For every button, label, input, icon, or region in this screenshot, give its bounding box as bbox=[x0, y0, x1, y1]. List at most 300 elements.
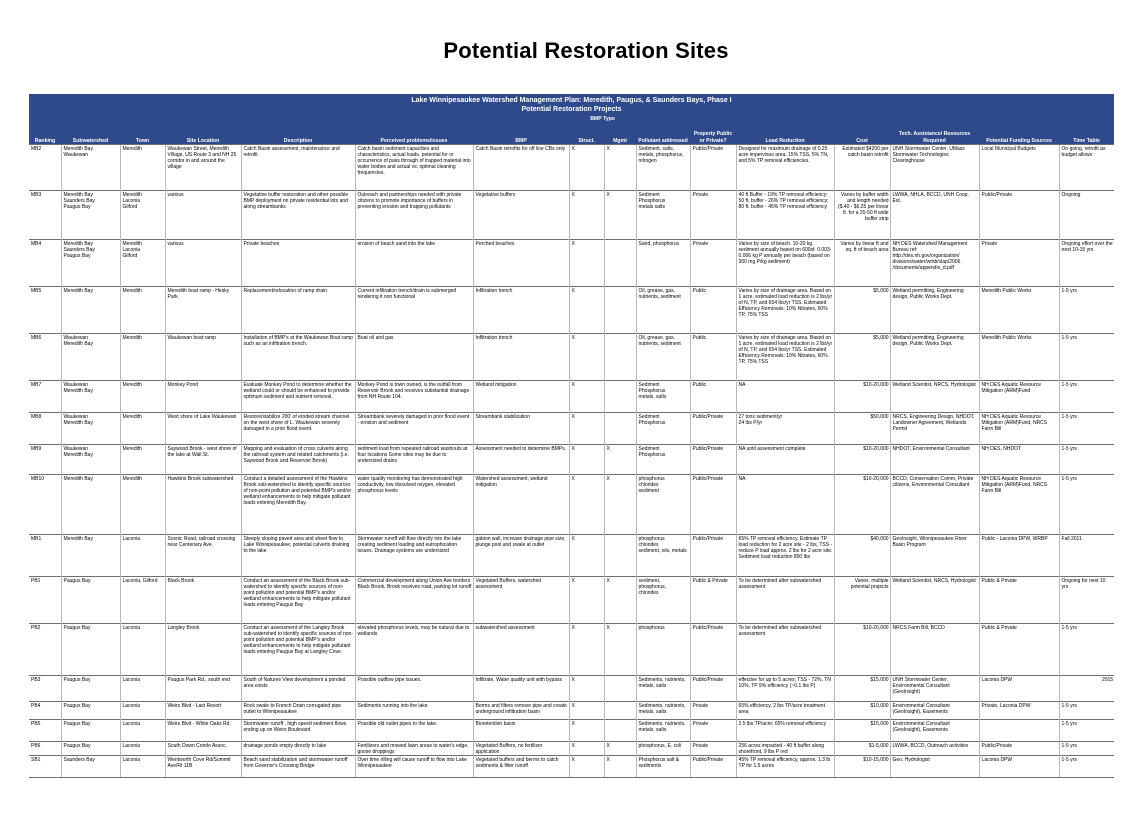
cell-struct: X bbox=[569, 624, 604, 676]
cell-town: Meredith bbox=[120, 475, 165, 535]
cell-load-reduction: 27 tons sediment/yr 24 lbs P/yr bbox=[736, 413, 834, 445]
cell-perceived-problems: erosion of beach sand into the lake bbox=[355, 240, 473, 287]
cell-bmp: Infiltration trench bbox=[473, 334, 569, 381]
cell-pollutant: phosphorus chlorides sediment bbox=[636, 475, 690, 535]
cell-cost: $50,000 bbox=[834, 413, 890, 445]
cell-perceived-problems: water quality monitoring has demonstrated high conductivity, low dissolved oxygen, elevated phosphorus levels bbox=[355, 475, 473, 535]
cell-subwatershed: Paugus Bay bbox=[61, 720, 120, 742]
cell-subwatershed: Saunders Bay bbox=[61, 756, 120, 778]
cell-cost: $15,000 bbox=[834, 720, 890, 742]
cell-description: Private beaches bbox=[241, 240, 355, 287]
cell-tech-assistance: Wetland permitting, Engineering design, Public Works Dept. bbox=[890, 334, 979, 381]
cell-subwatershed: Meredith Bay Saunders Bay Paugus Bay bbox=[61, 191, 120, 240]
cell-description: Stormwater runoff , high speed sediment flows ending up on Weirs Boulevard bbox=[241, 720, 355, 742]
cell-site-location: Scenic Road, railroad crossing near Centenary Ave. bbox=[165, 535, 241, 577]
bmp-type-group-header: BMP Type bbox=[569, 115, 636, 122]
cell-struct: X bbox=[569, 334, 604, 381]
cell-ranking: MB6 bbox=[29, 334, 61, 381]
cell-site-location: South Down Condo Assoc. bbox=[165, 742, 241, 756]
cell-town: Meredith Laconia Gilford bbox=[120, 191, 165, 240]
table-row bbox=[29, 535, 1114, 577]
cell-bmp: Vegetative buffers bbox=[473, 191, 569, 240]
cell-pollutant: Sediment Phosphorus metals, salts bbox=[636, 381, 690, 413]
table-body bbox=[29, 145, 1114, 778]
cell-perceived-problems: elevated phosphorus levels, may be natural due to wetlands bbox=[355, 624, 473, 676]
cell-ranking: PB2 bbox=[29, 624, 61, 676]
cell-tech-assistance: NRCS Farm Bill, BCCD bbox=[890, 624, 979, 676]
cell-cost: $40,000 bbox=[834, 535, 890, 577]
cell-pollutant: Sediment Phosphorus metals salts bbox=[636, 191, 690, 240]
column-header-tech-assistance: Tech. Assistance/ Resources Required bbox=[890, 122, 979, 145]
cell-subwatershed: Paugus Bay bbox=[61, 702, 120, 720]
table-banner bbox=[29, 94, 1114, 115]
column-header-struct: Struct. bbox=[569, 122, 604, 145]
table-row bbox=[29, 624, 1114, 676]
cell-time-table: 1-5 yrs bbox=[1059, 742, 1114, 756]
cell-funding: Public - Laconia DPW, WRBP bbox=[979, 535, 1059, 577]
cell-funding bbox=[979, 720, 1059, 742]
cell-struct: X bbox=[569, 445, 604, 475]
header-row bbox=[29, 122, 1114, 145]
cell-subwatershed: Waukewan Meredith Bay bbox=[61, 381, 120, 413]
cell-tech-assistance: Wetland Scientist, NRCS, Hydrologist bbox=[890, 577, 979, 624]
cell-load-reduction: 65% efficiency, 2 lbs TP/acre treatment area bbox=[736, 702, 834, 720]
cell-time-table: On going, retrofit as budget allows bbox=[1059, 145, 1114, 191]
cell-site-location: Black Brook bbox=[165, 577, 241, 624]
cell-property: Public/Private bbox=[690, 676, 736, 702]
cell-load-reduction: Varies by size of drainage area. Based on 1 acre, estimated load reduction is 2 lbs/yr of N, TP, and 654 lbs/yr TSS. Estimated Efficiency Removals: 10% Nitrates, 60% TP, 75% TSS bbox=[736, 334, 834, 381]
cell-mgmt: X bbox=[604, 191, 636, 240]
table-row bbox=[29, 334, 1114, 381]
cell-subwatershed: Meredith Bay Waukewan bbox=[61, 145, 120, 191]
table-row bbox=[29, 676, 1114, 702]
cell-pollutant: Sand, phosphorus bbox=[636, 240, 690, 287]
column-header-ranking: Ranking bbox=[29, 122, 61, 145]
cell-ranking: MB9 bbox=[29, 445, 61, 475]
cell-struct: X bbox=[569, 145, 604, 191]
cell-mgmt: X bbox=[604, 445, 636, 475]
cell-bmp: Vegetated Buffers, watershed assessment bbox=[473, 577, 569, 624]
header-row-group bbox=[29, 115, 1114, 122]
cell-struct: X bbox=[569, 720, 604, 742]
cell-description: Restore/stabilize 200' of eroded stream channel on the west shore of L. Waukewan severely damaged in a prior flood event. bbox=[241, 413, 355, 445]
cell-struct: X bbox=[569, 240, 604, 287]
cell-bmp: Vegetated Buffers, no fertilizer application bbox=[473, 742, 569, 756]
cell-cost: Varies by buffer width and length needed ($.40 - $6.25 per linear ft. for a 20-50 ft wide buffer strip bbox=[834, 191, 890, 240]
cell-site-location: Wentworth Cove Rd/Summit Ave/Rt 11B bbox=[165, 756, 241, 778]
cell-description: Installation of BMP's at the Waukewan Boat ramp such as an infiltration trench. bbox=[241, 334, 355, 381]
cell-site-location: Waukewan boat ramp bbox=[165, 334, 241, 381]
cell-funding: Private, Laconia DPW bbox=[979, 702, 1059, 720]
cell-load-reduction: 65% TP removal efficiency. Estimate TP load reduction for 2 acre site - 2 lbs, TSS - reduce P load approx. 2 lbs for 2 acre site. Sediment load reduction 800 lbs bbox=[736, 535, 834, 577]
cell-description: Mapping and evaluation of cross culverts along the railroad system and related catchments (i.e. Saywood Brook and Reservoir Brook) bbox=[241, 445, 355, 475]
cell-tech-assistance: Wetland Scientist, NRCS, Hydrologist bbox=[890, 381, 979, 413]
cell-town: Meredith Laconia Gilford bbox=[120, 240, 165, 287]
table-row bbox=[29, 577, 1114, 624]
cell-tech-assistance: UNH Stormwater Center, Environmental Consultant (GeoInsight) bbox=[890, 676, 979, 702]
cell-funding: Public & Private bbox=[979, 577, 1059, 624]
cell-load-reduction: Varies by size of beach. 10-20 kg sediment annually based on 600sf. 0.003-0.006 kg P annually per beach (based on 300 mg P/kg sediment) bbox=[736, 240, 834, 287]
cell-perceived-problems: Possible old outlet pipes to the lake. bbox=[355, 720, 473, 742]
cell-mgmt bbox=[604, 240, 636, 287]
cell-pollutant: Phosphorus salt & sediments bbox=[636, 756, 690, 778]
cell-site-location: Saywood Brook - west shore of the lake at Wall St. bbox=[165, 445, 241, 475]
cell-cost: Varies by linear ft and sq. ft of beach area bbox=[834, 240, 890, 287]
cell-town: Meredith bbox=[120, 145, 165, 191]
cell-mgmt bbox=[604, 381, 636, 413]
cell-time-table: 1-5 yrs bbox=[1059, 720, 1114, 742]
cell-funding: NH DES, NHDOT bbox=[979, 445, 1059, 475]
cell-property: Public/Private bbox=[690, 535, 736, 577]
cell-property: Public/Private bbox=[690, 475, 736, 535]
cell-funding: Meredith Public Works bbox=[979, 287, 1059, 334]
cell-time-table: Ongoing for next 10 yrs bbox=[1059, 577, 1114, 624]
cell-town: Meredith bbox=[120, 334, 165, 381]
cell-mgmt bbox=[604, 334, 636, 381]
cell-site-location: Waukewan Street, Meredith Village, US Route 3 and NH 25 corridor in and around the village bbox=[165, 145, 241, 191]
cell-property: Public & Private bbox=[690, 577, 736, 624]
table-row bbox=[29, 756, 1114, 778]
cell-pollutant: Sediments, nutrients, metals, salts bbox=[636, 676, 690, 702]
cell-site-location: Monkey Pond bbox=[165, 381, 241, 413]
cell-subwatershed: Waukewan Meredith Bay bbox=[61, 445, 120, 475]
cell-time-table: 1-5 yrs bbox=[1059, 287, 1114, 334]
cell-bmp: Catch Basin retrofits for off line CBs only bbox=[473, 145, 569, 191]
column-header-pollutant: Pollutant addressed bbox=[636, 122, 690, 145]
cell-load-reduction: NA bbox=[736, 475, 834, 535]
cell-property: Public bbox=[690, 381, 736, 413]
cell-tech-assistance: Environmental Consultant (GeoInsight), Easements bbox=[890, 702, 979, 720]
cell-cost: $1-5,000 bbox=[834, 742, 890, 756]
cell-load-reduction: 256 acres impacted - 40 ft buffer along shorefront, 9 lbs P red bbox=[736, 742, 834, 756]
cell-time-table: 1-5 yrs bbox=[1059, 445, 1114, 475]
column-header-funding: Potential Funding Sources bbox=[979, 122, 1059, 145]
table-row bbox=[29, 381, 1114, 413]
cell-description: Catch Basin assessment, maintenance and retrofit. bbox=[241, 145, 355, 191]
table-row bbox=[29, 445, 1114, 475]
column-header-site-location: Site Location bbox=[165, 122, 241, 145]
cell-perceived-problems: Sediments running into the lake bbox=[355, 702, 473, 720]
cell-town: Meredith bbox=[120, 413, 165, 445]
cell-struct: X bbox=[569, 702, 604, 720]
cell-tech-assistance: NRCS, Engineering Design, NHDOT, Landowner Agreement, Wetlands Permit bbox=[890, 413, 979, 445]
cell-property: Public/Private bbox=[690, 624, 736, 676]
cell-cost: $5,000 bbox=[834, 287, 890, 334]
column-header-cost: Cost bbox=[834, 122, 890, 145]
cell-mgmt bbox=[604, 535, 636, 577]
cell-description: Steeply sloping paved area and sheet flow to Lake Winnipesaukee; potential culverts draining to the lake bbox=[241, 535, 355, 577]
cell-property: Private bbox=[690, 191, 736, 240]
cell-time-table: 1-5 yrs bbox=[1059, 624, 1114, 676]
cell-pollutant: Oil, grease, gas, nutrients, sediment bbox=[636, 287, 690, 334]
cell-ranking: PB4 bbox=[29, 702, 61, 720]
cell-funding: Public/Private bbox=[979, 742, 1059, 756]
cell-time-table: Ongoing effort over the next 10-15 yrs bbox=[1059, 240, 1114, 287]
cell-ranking: PB6 bbox=[29, 742, 61, 756]
cell-perceived-problems: Fertilizers and mowed lawn areas to water's edge, goose droppings bbox=[355, 742, 473, 756]
cell-pollutant: phosphorus, E. coli bbox=[636, 742, 690, 756]
cell-time-table: 1-5 yrs bbox=[1059, 334, 1114, 381]
cell-site-location: Paugus Park Rd., south end bbox=[165, 676, 241, 702]
cell-funding: Laconia DPW bbox=[979, 676, 1059, 702]
cell-struct: X bbox=[569, 475, 604, 535]
cell-site-location: Weirs Blvd - Last Resort bbox=[165, 702, 241, 720]
cell-cost: $5,000 bbox=[834, 334, 890, 381]
cell-subwatershed: Waukewan Meredith Bay bbox=[61, 334, 120, 381]
cell-cost: $10-20,000 bbox=[834, 475, 890, 535]
cell-struct: X bbox=[569, 756, 604, 778]
cell-tech-assistance: NHDOT, Environmental Consultant bbox=[890, 445, 979, 475]
cell-struct: X bbox=[569, 381, 604, 413]
cell-funding: NH DES Aquatic Resource Mitigation (ARM)Fund, NRCS Farm Bill bbox=[979, 413, 1059, 445]
cell-property: Public/Private bbox=[690, 413, 736, 445]
cell-load-reduction: To be determined after subwatershed assessment bbox=[736, 624, 834, 676]
cell-description: Vegetative buffer restoration and other possible BMP deployment on private residential lots and along streambanks bbox=[241, 191, 355, 240]
cell-description: Conduct an assessment of the Black Brook sub-watershed to identify specific sources of non-point pollution and potential BMP's and/or wetland enhancements to help mitigate pollutant loads entering Paugus Bay bbox=[241, 577, 355, 624]
cell-mgmt bbox=[604, 287, 636, 334]
cell-mgmt: X bbox=[604, 577, 636, 624]
cell-bmp: Vegetated buffers and berms to catch sediments & filter runoff bbox=[473, 756, 569, 778]
cell-site-location: Meredith boat ramp - Hesky Park bbox=[165, 287, 241, 334]
cell-funding: Local Municipal Budgets bbox=[979, 145, 1059, 191]
cell-pollutant: Sediments, nutrients, metals, salts bbox=[636, 720, 690, 742]
cell-ranking: PB5 bbox=[29, 720, 61, 742]
cell-funding: Meredith Public Works bbox=[979, 334, 1059, 381]
cell-bmp: Perched beaches bbox=[473, 240, 569, 287]
cell-pollutant: sediment, phosphorus, chlorides bbox=[636, 577, 690, 624]
cell-description: Conduct an assessment of the Langley Brook sub-watershed to identify specific sources of non-point pollution and potential BMP's and/or wetland enhancements to help mitigate pollutant loads entering Paugus Bay at Langley Cove. bbox=[241, 624, 355, 676]
cell-property: Public/Private bbox=[690, 445, 736, 475]
cell-description: South of Natures View development a ponded area exists bbox=[241, 676, 355, 702]
cell-town: Laconia bbox=[120, 702, 165, 720]
restoration-projects-table bbox=[29, 115, 1114, 778]
cell-subwatershed: Meredith Bay Saunders Bay Paugus Bay bbox=[61, 240, 120, 287]
cell-pollutant: Sediment Phosphorus bbox=[636, 445, 690, 475]
cell-time-table: 1-5 yrs bbox=[1059, 413, 1114, 445]
cell-property: Private bbox=[690, 720, 736, 742]
cell-description: Conduct a detailed assessment of the Hawkins Brook sub-watershed to identify specific sources of non-point pollution and potential BMP's and/or wetland enhancements to help mitigate pollutant loads entering Meredith Bay. bbox=[241, 475, 355, 535]
cell-time-table: 1-5 yrs bbox=[1059, 475, 1114, 535]
cell-struct: X bbox=[569, 676, 604, 702]
cell-subwatershed: Waukewan Meredith Bay bbox=[61, 413, 120, 445]
cell-time-table: Ongoing bbox=[1059, 191, 1114, 240]
cell-bmp: Watershed assessment, wetland mitigation bbox=[473, 475, 569, 535]
cell-time-table: Fall 2011 bbox=[1059, 535, 1114, 577]
cell-description: Replacement/relocation of ramp drain bbox=[241, 287, 355, 334]
cell-property: Public bbox=[690, 287, 736, 334]
cell-tech-assistance: Environmental Consultant (GeoInsight), Easements bbox=[890, 720, 979, 742]
cell-perceived-problems: sediment load from repeated railroad washouts at four locations Some sites may be due to undersized drains bbox=[355, 445, 473, 475]
column-header-property: Property Public or Private? bbox=[690, 122, 736, 145]
column-header-town: Town bbox=[120, 122, 165, 145]
cell-tech-assistance: Wetland permitting, Engineering design, Public Works Dept. bbox=[890, 287, 979, 334]
cell-load-reduction: 40 ft Buffer - 19% TP removal efficiency; 50 ft. buffer - 26% TP removal efficiency; 80 ft. buffer - 45% TP removal efficiency bbox=[736, 191, 834, 240]
cell-mgmt bbox=[604, 720, 636, 742]
cell-load-reduction: NA bbox=[736, 381, 834, 413]
cell-ranking: MB8 bbox=[29, 413, 61, 445]
cell-pollutant: Sediment, salts, metals, phosphorus, nitrogen bbox=[636, 145, 690, 191]
cell-cost: Varies, multiple potential projects bbox=[834, 577, 890, 624]
cell-cost: $15,000 bbox=[834, 676, 890, 702]
cell-time-table: 1-5 yrs bbox=[1059, 756, 1114, 778]
banner-plan-title: Lake Winnipesaukee Watershed Management Plan: Meredith, Paugus, & Saunders Bays, Phase I bbox=[411, 97, 732, 104]
table-row bbox=[29, 702, 1114, 720]
cell-property: Public bbox=[690, 334, 736, 381]
cell-time-table: 2015 bbox=[1059, 676, 1114, 702]
table-row bbox=[29, 742, 1114, 756]
cell-pollutant: Sediments, nutrients, metals, salts bbox=[636, 702, 690, 720]
cell-property: Private bbox=[690, 742, 736, 756]
cell-mgmt bbox=[604, 676, 636, 702]
cell-subwatershed: Meredith Bay bbox=[61, 535, 120, 577]
cell-tech-assistance: LWWA, BCCD, Outreach activities bbox=[890, 742, 979, 756]
cell-cost: $10-20,000 bbox=[834, 445, 890, 475]
table-row bbox=[29, 191, 1114, 240]
cell-perceived-problems: Over time rilling will cause runoff to flow into Lake Winnipesaukee bbox=[355, 756, 473, 778]
cell-load-reduction: Varies by size of drainage area. Based on 1 acre, estimated load reduction is 2 lbs/yr of N, TP, and 654 lbs/yr TSS. Estimated Efficiency Removals: 10% Nitrates, 60% TP, 75% TSS bbox=[736, 287, 834, 334]
cell-perceived-problems: Commercial development along Union Ave borders Black Brook. Brook receives road, parking lot runoff bbox=[355, 577, 473, 624]
cell-subwatershed: Paugus Bay bbox=[61, 577, 120, 624]
cell-load-reduction: 45% TP removal efficiency, approx. 1.3 lb TP for 1.5 acres bbox=[736, 756, 834, 778]
cell-struct: X bbox=[569, 287, 604, 334]
cell-town: Laconia bbox=[120, 756, 165, 778]
cell-bmp: Streambank stabilization bbox=[473, 413, 569, 445]
cell-bmp: Infiltration trench bbox=[473, 287, 569, 334]
cell-perceived-problems: Monkey Pond is town owned, is the outfall from Reservoir Brook and receives substantial drainage from NH Route 104. bbox=[355, 381, 473, 413]
cell-tech-assistance: BCCD, Conservation Comm, Private citizens, Environmental Consultant bbox=[890, 475, 979, 535]
table-row bbox=[29, 475, 1114, 535]
cell-bmp: Assessment needed to determine BMPs. bbox=[473, 445, 569, 475]
cell-struct: X bbox=[569, 577, 604, 624]
cell-subwatershed: Paugus Bay bbox=[61, 624, 120, 676]
cell-description: Rock swale to French Drain corrugated pipe outlet to Winnipesaukee bbox=[241, 702, 355, 720]
cell-mgmt: X bbox=[604, 145, 636, 191]
cell-pollutant: phosphorus bbox=[636, 624, 690, 676]
cell-ranking: MB3 bbox=[29, 191, 61, 240]
banner-subtitle: Potential Restoration Projects bbox=[521, 106, 622, 113]
cell-subwatershed: Meredith Bay bbox=[61, 475, 120, 535]
cell-town: Meredith bbox=[120, 287, 165, 334]
cell-tech-assistance: GeoInsight, Winnipesaukee River Basin Program bbox=[890, 535, 979, 577]
cell-ranking: MB7 bbox=[29, 381, 61, 413]
cell-load-reduction: Designed for maximum drainage of 0.25 acre impervious area. 15% TSS, 5% TN, and 5% TP removal efficiencies. bbox=[736, 145, 834, 191]
cell-mgmt: X bbox=[604, 475, 636, 535]
column-header-perceived-problems: Perceived problems/issues bbox=[355, 122, 473, 145]
cell-mgmt bbox=[604, 702, 636, 720]
cell-load-reduction: 2.5 lbs TP/acre; 65% removal efficiency bbox=[736, 720, 834, 742]
cell-ranking: SB1 bbox=[29, 756, 61, 778]
cell-site-location: West shore of Lake Waukewan bbox=[165, 413, 241, 445]
cell-ranking: MB1 bbox=[29, 535, 61, 577]
cell-site-location: Langley Brook bbox=[165, 624, 241, 676]
cell-pollutant: Sediment Phosphorus bbox=[636, 413, 690, 445]
cell-subwatershed: Paugus Bay bbox=[61, 676, 120, 702]
cell-funding: NH DES Aquatic Resource Mitigation (ARM)Fund bbox=[979, 381, 1059, 413]
cell-town: Laconia, Gilford bbox=[120, 577, 165, 624]
cell-bmp: Infiltrate, Water quality unit with bypass bbox=[473, 676, 569, 702]
column-header-subwatershed: Subwatershed bbox=[61, 122, 120, 145]
cell-ranking: MB5 bbox=[29, 287, 61, 334]
cell-bmp: gabion wall, increase drainage pipe size, plunge pool and swale at outlet bbox=[473, 535, 569, 577]
cell-property: Public/Private bbox=[690, 756, 736, 778]
cell-cost: $10-20,000 bbox=[834, 381, 890, 413]
column-header-description: Description bbox=[241, 122, 355, 145]
cell-perceived-problems: Streambank severely damaged in prior flood event - erosion and sediment bbox=[355, 413, 473, 445]
table-row bbox=[29, 287, 1114, 334]
cell-time-table: 1-5 yrs bbox=[1059, 381, 1114, 413]
cell-perceived-problems: Current infiltration trench/drain is submerged rendering it non functional bbox=[355, 287, 473, 334]
cell-struct: X bbox=[569, 535, 604, 577]
cell-funding: Laconia DPW bbox=[979, 756, 1059, 778]
cell-ranking: MB4 bbox=[29, 240, 61, 287]
column-header-load-reduction: Load Reduction bbox=[736, 122, 834, 145]
restoration-table-container bbox=[29, 94, 1114, 778]
cell-town: Meredith bbox=[120, 445, 165, 475]
cell-description: Beach sand stabilization and stormwater runoff from Govenor's Crossing Bridge bbox=[241, 756, 355, 778]
cell-pollutant: phosphorus chlorides sediment, oils, metals bbox=[636, 535, 690, 577]
cell-town: Laconia bbox=[120, 535, 165, 577]
cell-load-reduction: effective for up to 5 acres; TSS - 72%, TN 10%, TP 9% efficiency (~0.1 lbs P) bbox=[736, 676, 834, 702]
cell-town: Laconia bbox=[120, 720, 165, 742]
cell-town: Laconia bbox=[120, 676, 165, 702]
cell-time-table: 1-5 yrs bbox=[1059, 702, 1114, 720]
cell-mgmt: X bbox=[604, 742, 636, 756]
column-header-mgmt: Mgmt bbox=[604, 122, 636, 145]
cell-description: drainage ponds empty directly to lake bbox=[241, 742, 355, 756]
cell-cost: Estimated $4200 per catch basin retrofit bbox=[834, 145, 890, 191]
cell-load-reduction: To be determined after subwatershed assessment bbox=[736, 577, 834, 624]
cell-perceived-problems: Stormwater runoff will flow directly into the lake creating sediment loading and eutrophication issues. Drainage systems are undersized bbox=[355, 535, 473, 577]
cell-cost: $10-20,000 bbox=[834, 624, 890, 676]
cell-struct: X bbox=[569, 191, 604, 240]
cell-ranking: PB3 bbox=[29, 676, 61, 702]
cell-town: Laconia bbox=[120, 624, 165, 676]
cell-bmp: subwatershed assessment bbox=[473, 624, 569, 676]
cell-town: Meredith bbox=[120, 381, 165, 413]
cell-funding: Private bbox=[979, 240, 1059, 287]
cell-property: Private bbox=[690, 702, 736, 720]
cell-site-location: Hawkins Brook subwatershed bbox=[165, 475, 241, 535]
cell-perceived-problems: Catch basin sediment capacities and characteristics, actual loads, potential for or occurrence of pass through of trapped material into water bodies and actual vs. optimal cleaning frequencies. bbox=[355, 145, 473, 191]
cell-cost: $10-15,000 bbox=[834, 756, 890, 778]
cell-tech-assistance: NH DES Watershed Management Bureau ref: http://des.nh.gov/organization/ divisions/water/wmb/vlap/2006 /documents/appendix_d.pdf bbox=[890, 240, 979, 287]
column-header-time-table: Time Table bbox=[1059, 122, 1114, 145]
cell-description: Evaluate Monkey Pond to determine whether the wetland could or should be enhanced to provide optimum sediment and nutrient removal. bbox=[241, 381, 355, 413]
cell-tech-assistance: Geo. Hydrologist bbox=[890, 756, 979, 778]
cell-load-reduction: NA until assessment complete bbox=[736, 445, 834, 475]
cell-ranking: MB2 bbox=[29, 145, 61, 191]
cell-property: Public/Private bbox=[690, 145, 736, 191]
cell-perceived-problems: Possible outflow pipe issues. bbox=[355, 676, 473, 702]
table-row bbox=[29, 413, 1114, 445]
cell-tech-assistance: UNH Stormwater Center, UMass Stormwater Technologies Clearinghouse bbox=[890, 145, 979, 191]
cell-struct: X bbox=[569, 742, 604, 756]
cell-tech-assistance: LWWA, NHLA, BCCD, UNH Coop. Ext. bbox=[890, 191, 979, 240]
cell-funding: NH DES Aquatic Resource Mitigation (ARM)Fund, NRCS Farm Bill bbox=[979, 475, 1059, 535]
cell-mgmt: X bbox=[604, 624, 636, 676]
cell-perceived-problems: Boat oil and gas bbox=[355, 334, 473, 381]
cell-bmp: Berms and filters remove pipe and create underground infiltration basin bbox=[473, 702, 569, 720]
cell-site-location: Weirs Blvd - White Oaks Rd. bbox=[165, 720, 241, 742]
cell-pollutant: Oil, grease, gas, nutrients, sediment bbox=[636, 334, 690, 381]
cell-site-location: various bbox=[165, 191, 241, 240]
cell-subwatershed: Paugus Bay bbox=[61, 742, 120, 756]
cell-mgmt: X bbox=[604, 756, 636, 778]
table-row bbox=[29, 240, 1114, 287]
cell-property: Private bbox=[690, 240, 736, 287]
cell-subwatershed: Meredith Bay bbox=[61, 287, 120, 334]
column-header-bmp: BMP bbox=[473, 122, 569, 145]
